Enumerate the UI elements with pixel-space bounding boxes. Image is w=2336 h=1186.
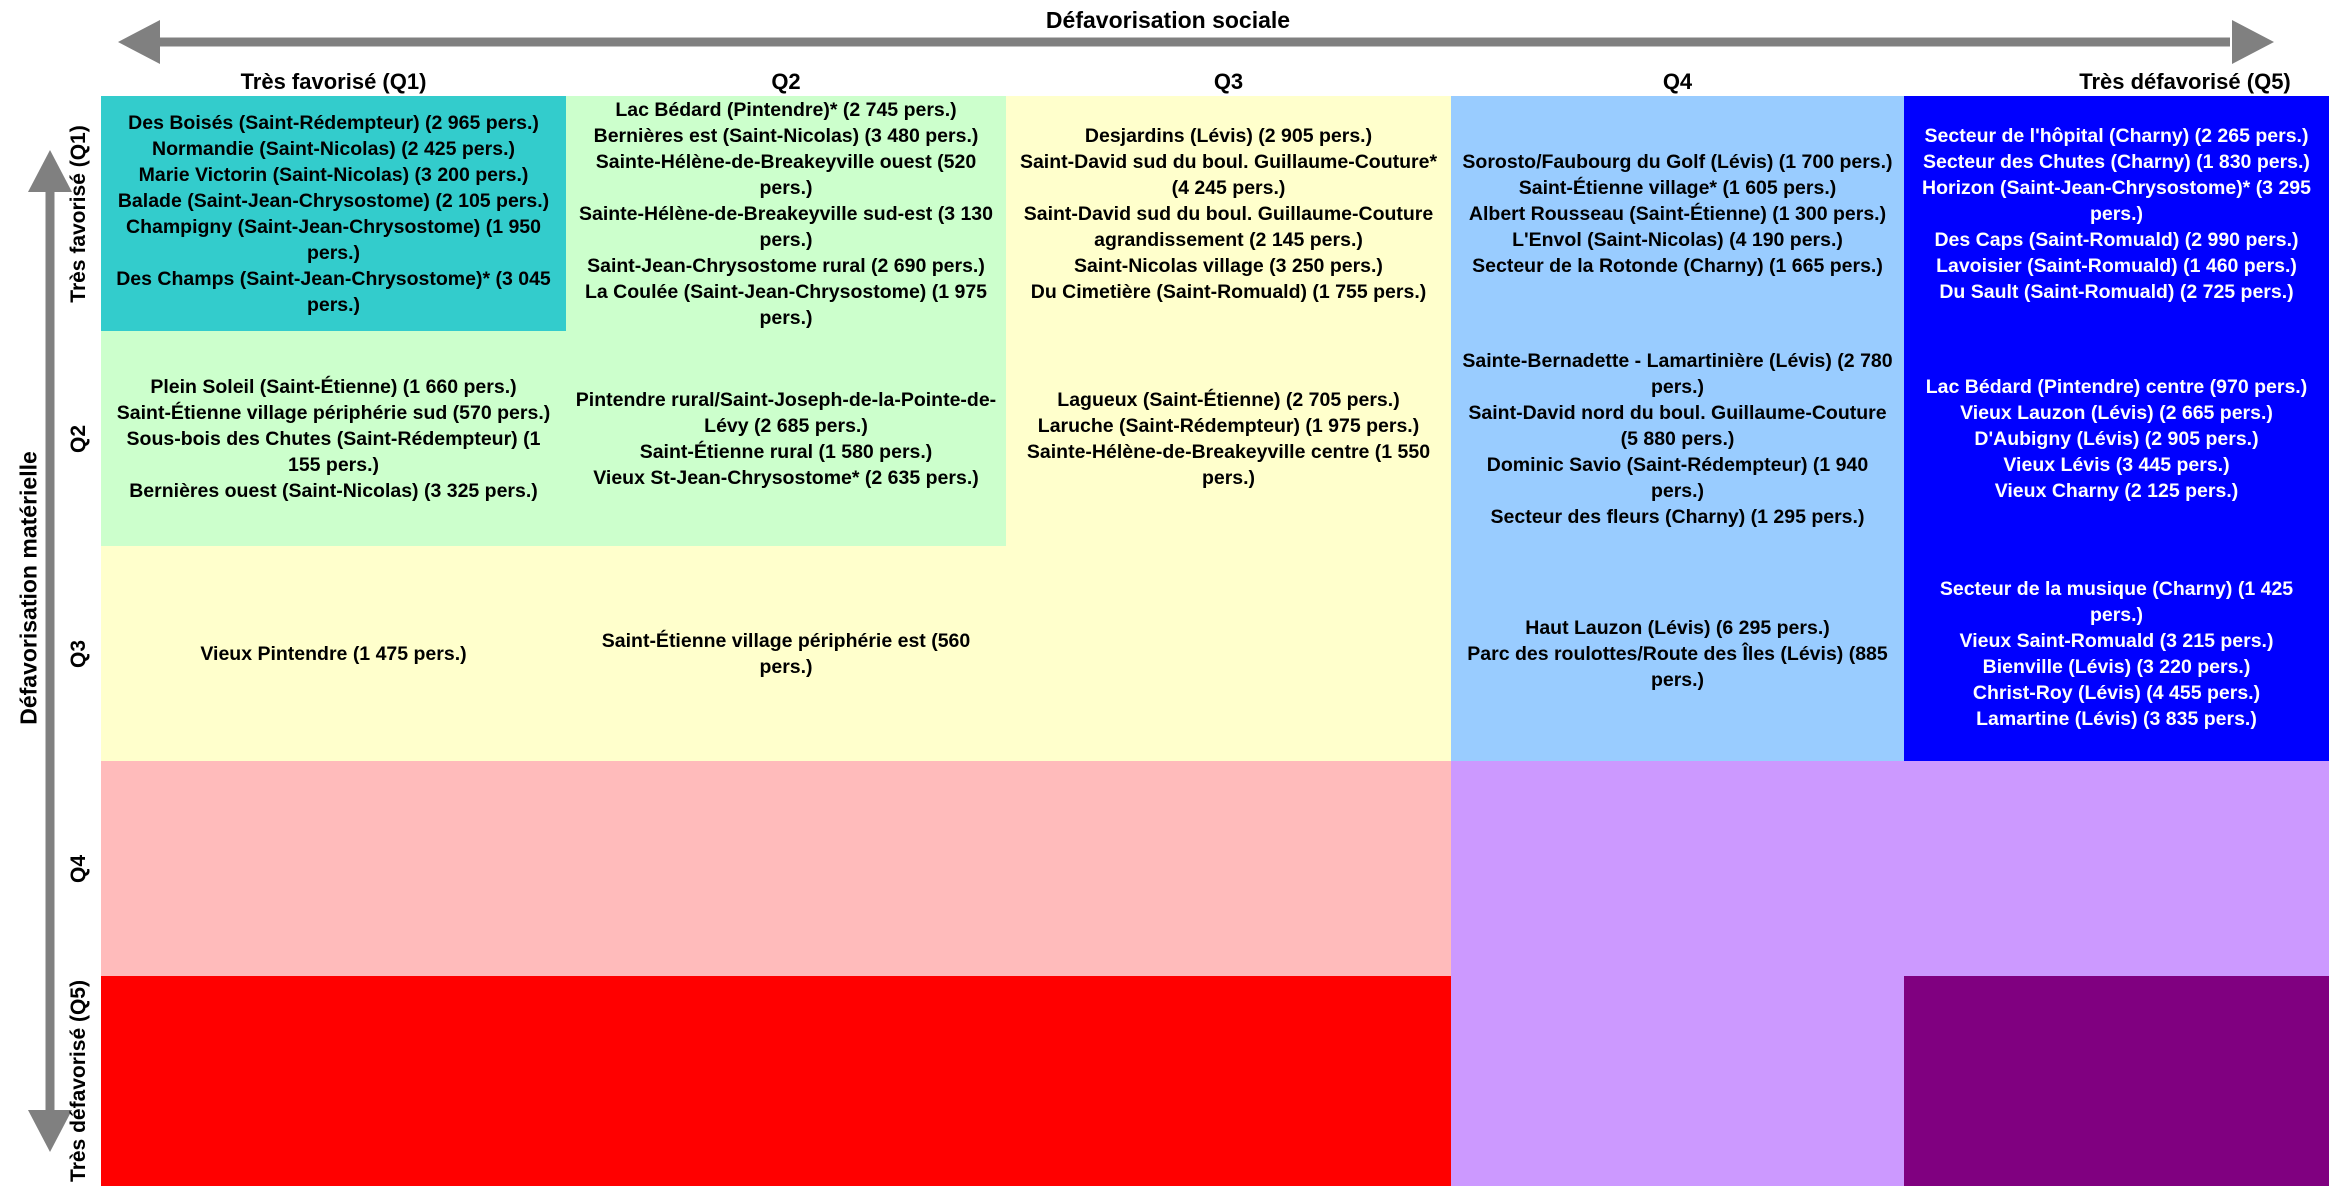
cell-r5-c5 xyxy=(1904,976,2329,1186)
neighbourhood-item: Albert Rousseau (Saint-Étienne) (1 300 pers.) xyxy=(1468,202,1887,225)
neighbourhood-item: Lavoisier (Saint-Romuald) (1 460 pers.) xyxy=(1936,254,2297,277)
cell-r1-c4 xyxy=(1451,96,1904,331)
neighbourhood-item: Balade (Saint-Jean-Chrysostome) (2 105 pers.) xyxy=(117,189,550,212)
vertical-arrow-head-bottom xyxy=(28,1110,72,1152)
neighbourhood-item: Sous-bois des Chutes (Saint-Rédempteur) (1 155 pers.) xyxy=(126,427,541,476)
cell-r5-c3 xyxy=(1006,976,1451,1186)
neighbourhood-item: Haut Lauzon (Lévis) (6 295 pers.) xyxy=(1525,616,1830,639)
vertical-arrow-head-top xyxy=(28,150,72,192)
cell-r3-c2 xyxy=(566,546,1006,761)
neighbourhood-list xyxy=(1459,615,1896,693)
cell-r3-c5 xyxy=(1904,546,2329,761)
cell-r2-c4 xyxy=(1451,331,1904,546)
neighbourhood-item: Lac Bédard (Pintendre)* (2 745 pers.) xyxy=(615,98,957,121)
neighbourhood-item: Saint-David nord du boul. Guillaume-Couture (5 880 pers.) xyxy=(1468,401,1887,450)
neighbourhood-item: Lagueux (Saint-Étienne) (2 705 pers.) xyxy=(1057,388,1400,411)
neighbourhood-list xyxy=(1912,123,2321,305)
row-header-q3: Q3 xyxy=(67,639,90,668)
neighbourhood-list xyxy=(109,374,558,504)
column-header-q1: Très favorisé (Q1) xyxy=(240,69,427,94)
neighbourhood-item: Des Caps (Saint-Romuald) (2 990 pers.) xyxy=(1934,228,2299,251)
neighbourhood-item: D'Aubigny (Lévis) (2 905 pers.) xyxy=(1974,427,2259,450)
neighbourhood-item: Dominic Savio (Saint-Rédempteur) (1 940 pers.) xyxy=(1486,453,1869,502)
neighbourhood-list xyxy=(574,387,998,491)
neighbourhood-item: Saint-David sud du boul. Guillaume-Couture agrandissement (2 145 pers.) xyxy=(1023,202,1434,251)
neighbourhood-item: Bernières ouest (Saint-Nicolas) (3 325 pers.) xyxy=(129,479,538,502)
neighbourhood-list xyxy=(1912,576,2321,732)
neighbourhood-item: Sainte-Hélène-de-Breakeyville ouest (520 pers.) xyxy=(595,150,977,199)
neighbourhood-item: Parc des roulottes/Route des Îles (Lévis) (885 pers.) xyxy=(1467,642,1888,691)
cell-r1-c2 xyxy=(566,96,1006,331)
neighbourhood-list xyxy=(1014,123,1443,305)
cell-r4-c2 xyxy=(566,761,1006,976)
cell-r4-c5 xyxy=(1904,761,2329,976)
neighbourhood-item: Pintendre rural/Saint-Joseph-de-la-Pointe-de-Lévy (2 685 pers.) xyxy=(575,388,997,437)
neighbourhood-item: Saint-Nicolas village (3 250 pers.) xyxy=(1074,254,1383,277)
neighbourhood-item: Marie Victorin (Saint-Nicolas) (3 200 pers.) xyxy=(138,163,529,186)
neighbourhood-list xyxy=(1459,348,1896,530)
cell-r4-c1 xyxy=(101,761,566,976)
neighbourhood-item: Saint-Étienne village périphérie sud (570 pers.) xyxy=(116,401,551,424)
cell-r4-c3 xyxy=(1006,761,1451,976)
neighbourhood-item: Lamartine (Lévis) (3 835 pers.) xyxy=(1976,707,2257,730)
column-header-q3: Q3 xyxy=(1213,69,1244,94)
row-header-q5: Très défavorisé (Q5) xyxy=(67,980,90,1182)
neighbourhood-list xyxy=(574,628,998,680)
neighbourhood-list xyxy=(1912,374,2321,504)
neighbourhood-item: Plein Soleil (Saint-Étienne) (1 660 pers.) xyxy=(150,375,517,398)
cell-r5-c1 xyxy=(101,976,566,1186)
cell-r5-c4 xyxy=(1451,976,1904,1186)
neighbourhood-item: Normandie (Saint-Nicolas) (2 425 pers.) xyxy=(151,137,516,160)
neighbourhood-item: Vieux Pintendre (1 475 pers.) xyxy=(200,642,467,665)
neighbourhood-item: Du Sault (Saint-Romuald) (2 725 pers.) xyxy=(1939,280,2294,303)
cell-r3-c4 xyxy=(1451,546,1904,761)
neighbourhood-item: Secteur de la Rotonde (Charny) (1 665 pers.) xyxy=(1472,254,1883,277)
neighbourhood-item: Sainte-Hélène-de-Breakeyville centre (1 550 pers.) xyxy=(1026,440,1431,489)
y-axis-title: Défavorisation matérielle xyxy=(15,451,42,725)
cell-r1-c3 xyxy=(1006,96,1451,331)
cell-r3-c1 xyxy=(101,546,566,761)
cell-r4-c4 xyxy=(1451,761,1904,976)
neighbourhood-item: Sainte-Bernadette - Lamartinière (Lévis) (2 780 pers.) xyxy=(1462,349,1893,398)
neighbourhood-list xyxy=(574,97,998,331)
cell-r1-c1 xyxy=(101,96,566,331)
neighbourhood-item: Bienville (Lévis) (3 220 pers.) xyxy=(1982,655,2251,678)
row-header-q1: Très favorisé (Q1) xyxy=(67,124,90,303)
neighbourhood-item: Saint-Étienne village* (1 605 pers.) xyxy=(1518,176,1837,199)
neighbourhood-item: Lac Bédard (Pintendre) centre (970 pers.) xyxy=(1925,375,2308,398)
neighbourhood-item: Secteur des fleurs (Charny) (1 295 pers.) xyxy=(1490,505,1865,528)
horizontal-arrow-head-left xyxy=(118,20,160,64)
neighbourhood-list xyxy=(109,110,558,318)
neighbourhood-item: Desjardins (Lévis) (2 905 pers.) xyxy=(1084,124,1373,147)
neighbourhood-item: Bernières est (Saint-Nicolas) (3 480 pers.) xyxy=(593,124,979,147)
neighbourhood-item: Sorosto/Faubourg du Golf (Lévis) (1 700 pers.) xyxy=(1462,150,1893,173)
cell-r3-c3 xyxy=(1006,546,1451,761)
row-header-q4: Q4 xyxy=(67,854,90,883)
column-header-q4: Q4 xyxy=(1662,69,1693,94)
neighbourhood-item: Saint-Étienne rural (1 580 pers.) xyxy=(639,440,933,463)
neighbourhood-item: Du Cimetière (Saint-Romuald) (1 755 pers.) xyxy=(1030,280,1427,303)
neighbourhood-item: Laruche (Saint-Rédempteur) (1 975 pers.) xyxy=(1037,414,1420,437)
x-axis-title: Défavorisation sociale xyxy=(1045,7,1291,33)
neighbourhood-item: L'Envol (Saint-Nicolas) (4 190 pers.) xyxy=(1512,228,1843,251)
cell-r2-c5 xyxy=(1904,331,2329,546)
neighbourhood-item: Vieux St-Jean-Chrysostome* (2 635 pers.) xyxy=(593,466,979,489)
neighbourhood-item: Christ-Roy (Lévis) (4 455 pers.) xyxy=(1972,681,2261,704)
cell-r1-c5 xyxy=(1904,96,2329,331)
neighbourhood-item: Saint-Étienne village périphérie est (560 pers.) xyxy=(601,629,971,678)
neighbourhood-list xyxy=(1014,387,1443,491)
horizontal-arrow-head-right xyxy=(2232,20,2274,64)
neighbourhood-item: Horizon (Saint-Jean-Chrysostome)* (3 295 pers.) xyxy=(1921,176,2311,225)
neighbourhood-list xyxy=(109,641,558,667)
neighbourhood-item: Secteur des Chutes (Charny) (1 830 pers.) xyxy=(1923,150,2310,173)
neighbourhood-item: Secteur de l'hôpital (Charny) (2 265 pers.) xyxy=(1924,124,2309,147)
neighbourhood-item: Vieux Lévis (3 445 pers.) xyxy=(2003,453,2230,476)
neighbourhood-list xyxy=(1459,149,1896,279)
neighbourhood-item: Champigny (Saint-Jean-Chrysostome) (1 950 pers.) xyxy=(125,215,541,264)
neighbourhood-item: Secteur de la musique (Charny) (1 425 pers.) xyxy=(1939,577,2294,626)
column-header-q2: Q2 xyxy=(771,69,801,94)
neighbourhood-item: Vieux Lauzon (Lévis) (2 665 pers.) xyxy=(1960,401,2273,424)
neighbourhood-item: Sainte-Hélène-de-Breakeyville sud-est (3 130 pers.) xyxy=(578,202,993,251)
neighbourhood-item: Vieux Saint-Romuald (3 215 pers.) xyxy=(1959,629,2274,652)
neighbourhood-item: Vieux Charny (2 125 pers.) xyxy=(1994,479,2239,502)
neighbourhood-item: Des Champs (Saint-Jean-Chrysostome)* (3 045 pers.) xyxy=(116,267,551,316)
deprivation-matrix xyxy=(101,96,2329,1186)
neighbourhood-item: Saint-Jean-Chrysostome rural (2 690 pers.) xyxy=(587,254,985,277)
neighbourhood-item: La Coulée (Saint-Jean-Chrysostome) (1 975 pers.) xyxy=(584,280,988,329)
neighbourhood-item: Des Boisés (Saint-Rédempteur) (2 965 pers.) xyxy=(128,111,539,134)
cell-r2-c1 xyxy=(101,331,566,546)
cell-r2-c2 xyxy=(566,331,1006,546)
cell-r2-c3 xyxy=(1006,331,1451,546)
row-header-q2: Q2 xyxy=(67,424,90,453)
cell-r5-c2 xyxy=(566,976,1006,1186)
column-header-q5: Très défavorisé (Q5) xyxy=(2079,69,2291,94)
neighbourhood-item: Saint-David sud du boul. Guillaume-Couture* (4 245 pers.) xyxy=(1019,150,1438,199)
